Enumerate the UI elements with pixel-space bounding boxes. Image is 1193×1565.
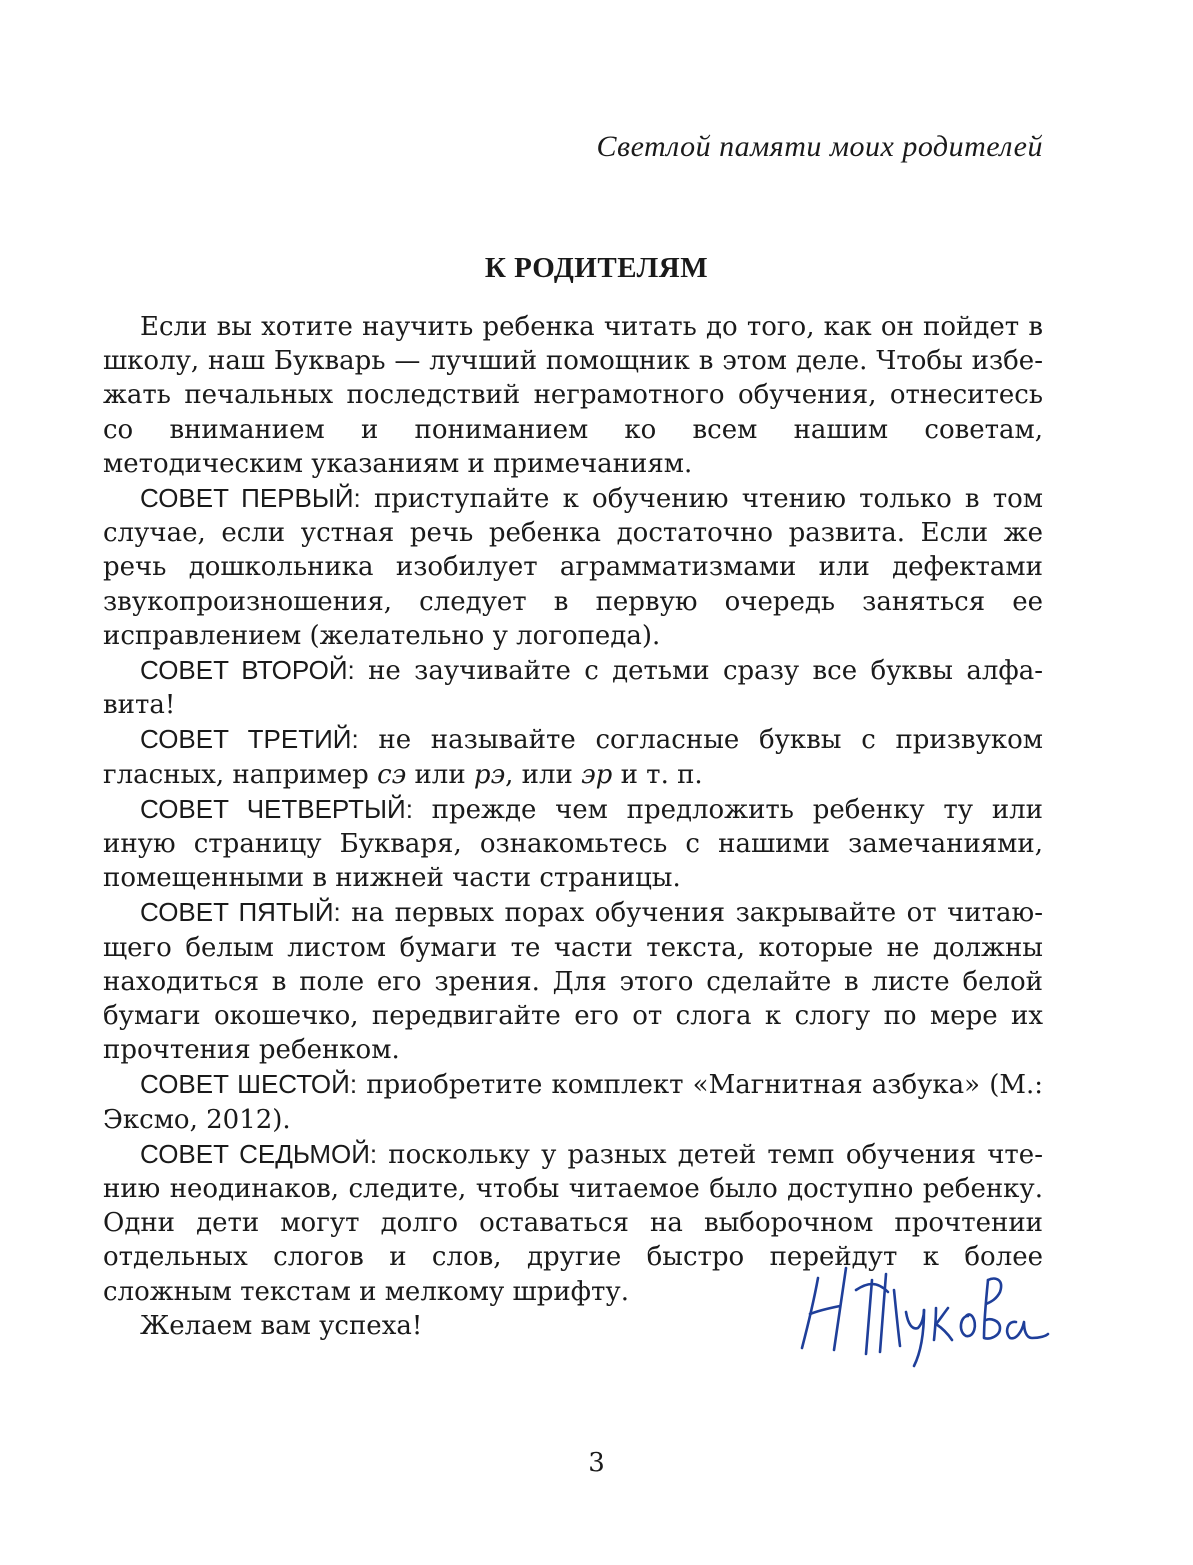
advice-6: [103, 1067, 1043, 1136]
advice-5: [103, 895, 1043, 1067]
advice-text: не заучивайте с детьми сразу все буквы алфавита!: [103, 656, 1043, 721]
advice-label: СОВЕТ ШЕСТОЙ:: [140, 1069, 358, 1100]
advice-label: СОВЕТ ПЯТЫЙ:: [140, 897, 341, 928]
advice-text: или: [406, 759, 474, 790]
page-title: К РОДИТЕЛЯМ: [484, 252, 709, 284]
advice-text: и т. п.: [612, 759, 703, 790]
closing-line: Желаем вам успеха!: [140, 1310, 423, 1341]
example-sound: рэ: [473, 759, 506, 790]
page-number: 3: [588, 1448, 605, 1478]
intro-paragraph: Если вы хотите научить ребенка читать до того, как он пойдет в школу, наш Букварь — лучший помощник в этом деле. Чтобы избежать печальных последствий неграмотного обучения, отнеситесь со вниманием и пониманием ко всем нашим советам, методическим указаниям и примечаниям.: [103, 312, 1043, 479]
dedication: Светлой памяти моих родителей: [596, 130, 1043, 163]
advice-text: приобретите комплект «Магнитная азбука» (М.: Эксмо, 2012).: [103, 1070, 1044, 1135]
advice-label: СОВЕТ СЕДЬМОЙ:: [140, 1138, 378, 1169]
advice-text: , или: [505, 759, 582, 790]
body-text: [103, 310, 1043, 1343]
advice-1: [103, 481, 1043, 653]
advice-label: СОВЕТ ЧЕТВЕРТЫЙ:: [140, 793, 413, 824]
advice-label: СОВЕТ ВТОРОЙ:: [140, 655, 355, 686]
advice-label: СОВЕТ ТРЕТИЙ:: [140, 724, 359, 755]
advice-text: прежде чем предложить ребенку ту или иную страницу Букваря, ознакомьтесь с нашими замечаниями, помещенными в нижней части страницы.: [103, 794, 1043, 894]
example-sound: эр: [581, 759, 613, 790]
example-sound: сэ: [377, 759, 407, 790]
advice-3: [103, 722, 1043, 791]
advice-text: на первых порах обучения закрывайте от читающего белым листом бумаги те части текста, которые не должны находиться в поле его зрения. Для этого сделайте в листе белой бумаги окошечко, передвигайте его от слога к слогу по мере их прочтения ребенком.: [103, 898, 1043, 1066]
advice-text: поскольку у разных детей темп обучения чтению неодинаков, следите, чтобы читаемое было доступно ребенку. Одни дети могут долго оставаться на выборочном прочтении отдельных слогов и слов, другие быстро перейдут к более сложным текстам и мелкому шрифту.: [103, 1139, 1043, 1307]
advice-2: [103, 653, 1043, 722]
advice-4: [103, 792, 1043, 896]
signature: [790, 1250, 1050, 1370]
advice-label: СОВЕТ ПЕРВЫЙ:: [140, 483, 361, 514]
advice-text: не называйте согласные буквы с призвуком гласных, например: [103, 725, 1043, 790]
advice-text: приступайте к обучению чтению только в том случае, если устная речь ребенка достаточно развита. Если же речь дошкольника изобилует аграмматизмами или дефектами звукопроизношения, следует в первую очередь заняться ее исправлением (желательно у логопеда).: [103, 484, 1043, 651]
